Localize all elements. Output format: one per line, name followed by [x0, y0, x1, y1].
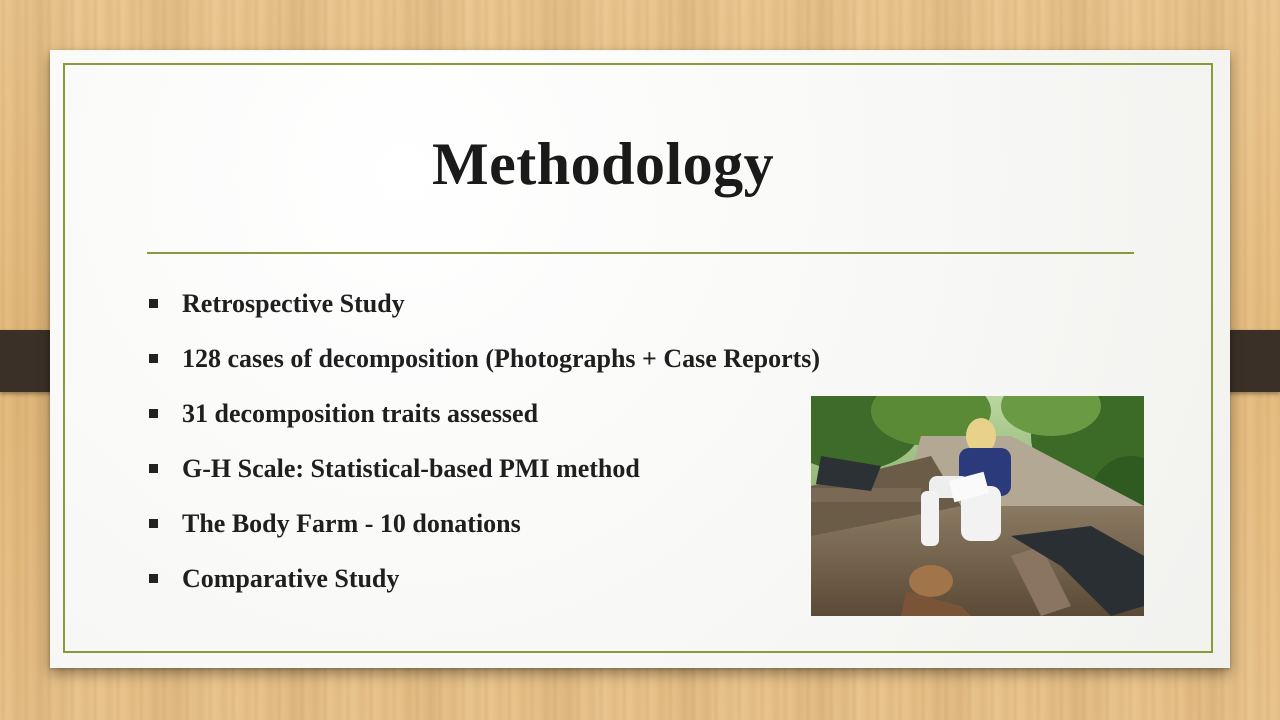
bullet-item	[147, 276, 820, 331]
bullet-item	[147, 441, 820, 496]
bullet-item	[147, 386, 820, 441]
field-research-photo	[811, 396, 1144, 616]
bullet-item	[147, 331, 820, 386]
bullet-text: 128 cases of decomposition (Photographs + Case Reports)	[182, 343, 821, 373]
bullet-list	[147, 276, 820, 606]
bullet-text: The Body Farm - 10 donations	[182, 508, 521, 538]
bullet-item	[147, 496, 820, 551]
square-bullet-icon	[149, 519, 158, 528]
square-bullet-icon	[149, 354, 158, 363]
square-bullet-icon	[149, 299, 158, 308]
bullet-text: 31 decomposition traits assessed	[182, 398, 539, 428]
slide	[50, 50, 1230, 668]
bullet-text: G-H Scale: Statistical-based PMI method	[182, 453, 640, 483]
square-bullet-icon	[149, 464, 158, 473]
bullet-item	[147, 551, 820, 606]
slide-title: Methodology	[432, 131, 775, 197]
title-divider	[147, 252, 1134, 254]
bullet-text: Retrospective Study	[182, 288, 405, 318]
square-bullet-icon	[149, 574, 158, 583]
square-bullet-icon	[149, 409, 158, 418]
bullet-text: Comparative Study	[182, 563, 400, 593]
